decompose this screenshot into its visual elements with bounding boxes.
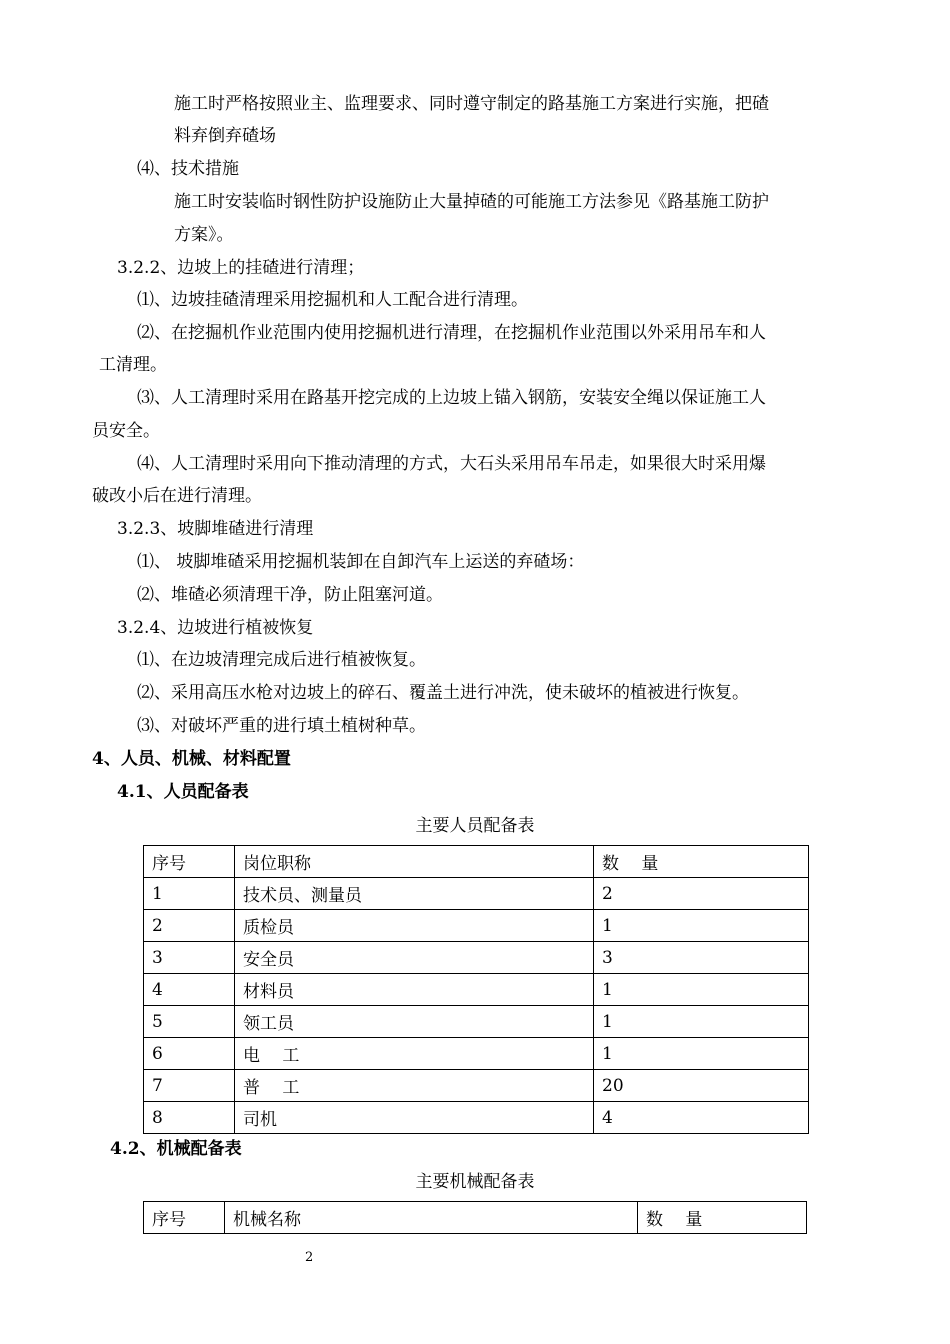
table-cell: 司机 <box>235 1102 594 1134</box>
paragraph-line: ⑴、边坡挂碴清理采用挖掘机和人工配合进行清理。 <box>137 290 528 310</box>
subsection-heading: 3.2.3、坡脚堆碴进行清理 <box>117 519 314 539</box>
table-row <box>144 1070 809 1102</box>
table-cell: 领工员 <box>235 1006 594 1038</box>
paragraph-line: 施工时安装临时钢性防护设施防止大量掉碴的可能施工方法参见《路基施工防护 <box>174 192 769 212</box>
table-row <box>144 910 809 942</box>
page-number: 2 <box>305 1250 314 1265</box>
paragraph-line: ⑶、对破坏严重的进行填土植树种草。 <box>137 716 426 736</box>
table-row <box>144 974 809 1006</box>
table-header-row <box>144 1202 807 1234</box>
table-cell: 3 <box>144 942 235 974</box>
table-row <box>144 942 809 974</box>
section-heading: 4.2、机械配备表 <box>110 1139 242 1159</box>
table-row <box>144 1038 809 1070</box>
table-cell: 6 <box>144 1038 235 1070</box>
table-row <box>144 1006 809 1038</box>
subheading-line: ⑷、技术措施 <box>137 159 239 179</box>
table-cell: 1 <box>594 1006 809 1038</box>
paragraph-line: 员安全。 <box>92 421 160 441</box>
table-cell: 7 <box>144 1070 235 1102</box>
table-caption: 主要人员配备表 <box>415 816 535 836</box>
table-cell: 5 <box>144 1006 235 1038</box>
paragraph-line: ⑵、采用高压水枪对边坡上的碎石、覆盖土进行冲洗，使未破坏的植被进行恢复。 <box>137 683 749 703</box>
header-cell: 数 量 <box>638 1202 807 1234</box>
table-cell: 4 <box>144 974 235 1006</box>
table-cell: 1 <box>594 974 809 1006</box>
header-cell: 序号 <box>144 1202 225 1234</box>
table-cell: 安全员 <box>235 942 594 974</box>
paragraph-line: ⑷、人工清理时采用向下推动清理的方式，大石头采用吊车吊走，如果很大时采用爆 <box>137 454 766 474</box>
table-cell: 1 <box>594 910 809 942</box>
personnel-table <box>143 845 809 1134</box>
section-heading: 4.1、人员配备表 <box>117 782 249 802</box>
paragraph-line: ⑶、人工清理时采用在路基开挖完成的上边坡上锚入钢筋，安装安全绳以保证施工人 <box>137 388 766 408</box>
paragraph-line: 破改小后在进行清理。 <box>92 486 262 506</box>
header-cell: 序号 <box>144 846 235 878</box>
table-cell: 材料员 <box>235 974 594 1006</box>
header-cell: 机械名称 <box>225 1202 638 1234</box>
table-row <box>144 878 809 910</box>
section-heading: 4、人员、机械、材料配置 <box>92 749 291 769</box>
paragraph-line: ⑴、 坡脚堆碴采用挖掘机装卸在自卸汽车上运送的弃碴场： <box>137 552 585 572</box>
table-cell: 2 <box>144 910 235 942</box>
subsection-heading: 3.2.4、边坡进行植被恢复 <box>117 618 314 638</box>
table-cell: 质检员 <box>235 910 594 942</box>
table-cell: 2 <box>594 878 809 910</box>
paragraph-line: 施工时严格按照业主、监理要求、同时遵守制定的路基施工方案进行实施，把碴 <box>174 94 769 114</box>
machinery-table <box>143 1201 807 1234</box>
paragraph-line: ⑴、在边坡清理完成后进行植被恢复。 <box>137 650 426 670</box>
header-cell: 岗位职称 <box>235 846 594 878</box>
paragraph-line: 方案》。 <box>174 225 234 245</box>
table-row <box>144 1102 809 1134</box>
paragraph-line: 料弃倒弃碴场 <box>174 126 276 146</box>
header-cell: 数 量 <box>594 846 809 878</box>
table-cell: 电 工 <box>235 1038 594 1070</box>
table-cell: 3 <box>594 942 809 974</box>
paragraph-line: ⑵、在挖掘机作业范围内使用挖掘机进行清理，在挖掘机作业范围以外采用吊车和人 <box>137 323 766 343</box>
subsection-heading: 3.2.2、边坡上的挂碴进行清理； <box>117 258 365 278</box>
table-header-row <box>144 846 809 878</box>
paragraph-line: 工清理。 <box>99 355 167 375</box>
table-cell: 1 <box>594 1038 809 1070</box>
table-cell: 8 <box>144 1102 235 1134</box>
table-caption: 主要机械配备表 <box>415 1172 535 1192</box>
table-cell: 20 <box>594 1070 809 1102</box>
table-cell: 4 <box>594 1102 809 1134</box>
paragraph-line: ⑵、堆碴必须清理干净，防止阻塞河道。 <box>137 585 443 605</box>
table-cell: 技术员、测量员 <box>235 878 594 910</box>
table-cell: 普 工 <box>235 1070 594 1102</box>
table-cell: 1 <box>144 878 235 910</box>
